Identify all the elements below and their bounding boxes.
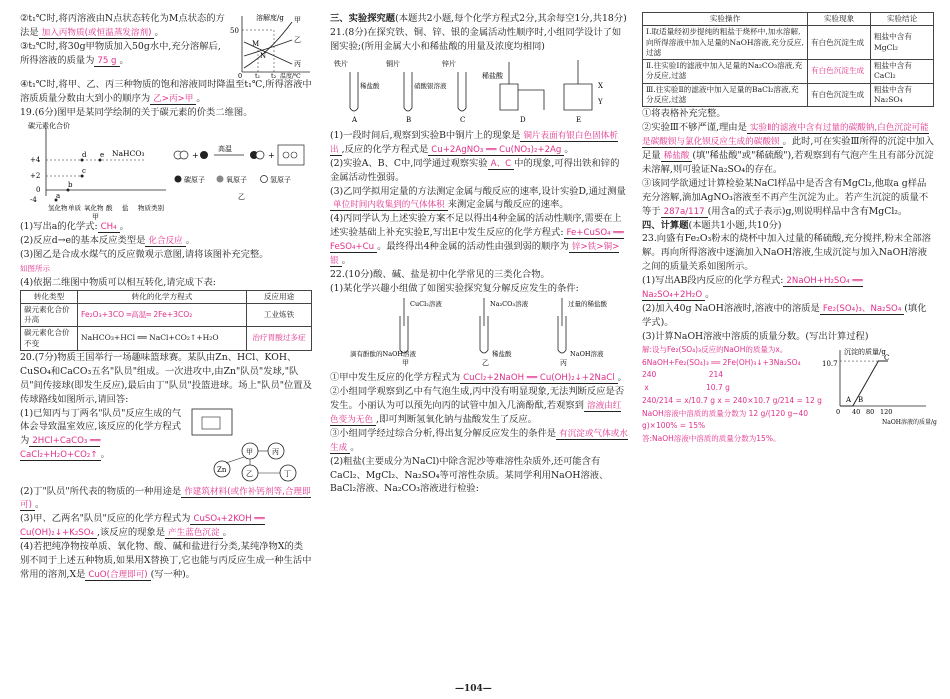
table19-cell: NaHCO₃+HCl ══ NaCl+CO₂↑+H₂O [78,327,247,351]
q22-2: (2)粗盐(主要成分为NaCl)中除含泥沙等难溶性杂质外,还可能含有CaCl₂、MgCl₂、Na₂SO₄等可溶性杂质。某同学利用NaOH溶液、BaCl₂溶液、Na₂CO₃溶液进行检验: [330,455,609,495]
q19: 19.(6分)图甲是某同学绘制的关于碳元素的价类二维图。 [20,106,253,118]
q21-1b-answer: Cu+2AgNO₃ ══ Cu(NO₃)₂+2Ag [428,145,564,156]
table19-head-1: 转化的化学方程式 [78,290,247,303]
q23-1-answer: 2NaOH+H₂SO₄ ══ Na₂SO₄+2H₂O [642,276,863,301]
fig22-cap-yi: 乙 [482,359,489,367]
chart23-x0: 0 [836,407,841,416]
fig19-n4: -4 [30,195,37,204]
table19-cell: 治疗胃酸过多症 [247,327,312,351]
q21-2: (2)实验A、B、C中,同学通过观察实验 A、C 中的现象,可得出铁和锌的金属活动性强弱。 [330,157,620,183]
q23-2-answer: Fe₂(SO₄)₃、Na₂SO₄ [820,304,904,315]
fig19-ylabel: 碳元素化合价 [28,121,70,130]
table22-cell: Ⅲ.往实验Ⅱ的滤液中加入足量的BaCl₂溶液,充分反应,过滤 [643,83,808,107]
chart1-M: M [252,40,260,48]
fig21-label-hcl-a: 稀盐酸 [360,81,380,90]
q19-4: (4)依据二维图中物质可以相互转化,请完成下表: [20,276,216,288]
q19-3-answer: 如图所示 [20,263,50,273]
fig19-caption-jia: 甲 [92,212,99,221]
q18-2: ②t₁℃时,将丙溶液由N点状态转化为M点状态的方法是 加入丙物质(或恒温蒸发溶剂) 。 [20,13,225,38]
fig22-label-na2co3: Na₂CO₃溶液 [490,300,529,308]
section-3-title: 三、实验探究题(本题共2小题,每个化学方程式2分,其余每空1分,共18分) [330,13,627,24]
q21-4b-answer: 锌>铁>铜>银 [330,242,620,267]
table22-head-2: 实验结论 [871,13,934,26]
fig22-label-hcl: 过量的稀盐酸 [568,300,607,308]
team-zn: Zn [217,465,227,474]
fig21-label-copper: 铜片 [386,59,400,68]
q22-2b2-answer: 稀盐酸 [661,151,693,162]
chart1-y50: 50 [230,27,239,35]
table19-cell: 工业炼铁 [247,303,312,327]
q22-2c: ③该同学欲通过计算检验某NaCl样品中是否含有MgCl₂,他取a g样品充分溶解,滴加AgNO₃溶液至不再产生沉淀为止。若产生沉淀的质量不等于 287a/117 (用含a的式子表示)g,则说明样品中含有MgCl₂。 [642,177,929,217]
solution-line: 6NaOH+Fe₂(SO₄)₃ ══ 2Fe(OH)₃↓+3Na₂SO₄ [642,357,801,367]
point-c: c [82,166,86,175]
chart1-label-bing: 丙 [294,60,301,68]
point-b: b [68,180,73,189]
table22 [642,12,934,107]
table22-cell: 有白色沉淀生成 [808,26,871,60]
fig21-apparatus [330,54,626,124]
fig21-cap-a: A [352,115,358,124]
column-middle [330,12,628,496]
q21-4: (4)丙同学认为上述实验方案不足以得出4种金属的活动性顺序,需要在上述实验基础上补充实验E,写出E中发生反应的化学方程式: Fe+CuSO₄ ══ FeSO₄+Cu 。最终得出4种金属的活动性由强到弱的顺序为 锌>铁>铜>银 。 [330,213,624,267]
table22-head-1: 实验现象 [808,13,871,26]
q22-1c: ③小组同学经过综合分析,得出复分解反应发生的条件是 有沉淀或气体或水生成 。 [330,427,628,453]
point-a: a [56,191,61,200]
solution-line: x 10.7 g [642,383,730,393]
solution-line: 答:NaOH溶液中溶质的质量分数为15%。 [642,434,781,444]
fig22-bottom-0: 滴有酚酞的NaOH溶液 [350,350,417,358]
chart23-x40: 40 [852,407,861,416]
column-right [642,12,937,446]
chart1-N: N [260,52,267,60]
fig21-cap-e: E [576,115,582,124]
fig19-cat-1: 单质 [68,203,81,212]
q22-1a-answer: CuCl₂+2NaOH ══ Cu(OH)₂↓+2NaCl [460,373,617,384]
chart1-xlabel: 温度/℃ [280,73,301,80]
q21-3: (3)乙同学拟用定量的方法测定金属与酸反应的速率,设计实验D,通过测量单位时间内收集到的气体体积 来测定金属与酸反应的速率。 [330,185,626,211]
table19-head-2: 反应用途 [247,290,312,303]
page-number: —104— [455,684,492,694]
solution-line: NaOH溶液中溶质的质量分数为 12 g/(120 g−40 g)×100% = 15% [642,408,809,431]
q21-1: (1)一段时间后,观察到实验B中铜片上的现象是 铜片表面有银白色固体析出 ,反应的化学方程式是 Cu+2AgNO₃ ══ Cu(NO₃)₂+2Ag 。 [330,129,618,155]
legend-carbon: 碳原子 [184,175,205,184]
fig19-cat-4: 盐 [122,203,129,212]
fig21-label-agno3: 硝酸银溶液 [414,81,447,90]
fig19-p2: +2 [30,171,41,180]
chart1-ylabel: 溶解度/g [256,14,284,22]
chart1-zero: 0 [238,72,243,80]
fig22-tubes [330,296,626,366]
precipitate-chart [822,344,937,430]
table-row [21,327,312,351]
fig21-label-iron: 铁片 [334,59,348,68]
chart23-ytick: 10.7 [822,359,838,368]
fig22-bottom-2: NaOH溶液 [570,350,604,358]
fig22-label-cucl2: CuCl₂溶液 [410,300,442,308]
fig19-cat-2: 氧化物 [84,203,104,212]
fig19-cat-0: 氢化物 [48,203,68,212]
fig22-cap-bing: 丙 [560,359,567,367]
q18-3-answer: 75 g [94,56,119,67]
chart23-x80: 80 [866,407,875,416]
solution-line: 240/214 = x/10.7 g x = 240×10.7 g/214 = 12 g [642,395,822,405]
q22-2c-answer: 287a/117 [661,207,708,218]
fig19-p4: +4 [30,155,41,164]
table19-head-0: 转化类型 [21,290,78,303]
q19-1-answer: CH₄ [98,222,120,233]
table-row [643,60,934,84]
q22-1b-answer: 溶液由红色变为无色 [330,400,622,425]
fig19-caption-yi: 乙 [238,192,245,201]
table22-cell: 粗盐中含有Na₂SO₄ [871,83,934,107]
fig19-condition: 高温 [218,144,232,153]
q20-3: (3)甲、乙两名"队员"反应的化学方程式为 CuSO₄+2KOH ══ Cu(OH)₂↓+K₂SO₄ ,该反应的现象是 产生蓝色沉淀 。 [20,513,265,539]
q22: 22.(10分)酸、碱、盐是初中化学常见的三类化合物。 [330,269,550,281]
q18-3: ③t₂℃时,将30g甲物质加入50g水中,充分溶解后,所得溶液的质量为 75 g 。 [20,40,221,66]
q19-2: (2)反应d→e的基本反应类型是 化合反应 。 [20,234,196,246]
q20-2-answer: 作建筑材料(或作补钙剂等,合理即可) [20,486,311,511]
table22-cell: 有白色沉淀生成 [808,60,871,84]
svg-text:+: + [268,150,275,160]
point-e: e [100,150,105,159]
table22-cell: Ⅰ.取适量经初步提纯的粗盐于烧杯中,加水溶解,向所得溶液中加入足量的NaOH溶液,充分反应,过滤 [643,26,808,60]
table19 [20,290,312,351]
table22-head-0: 实验操作 [643,13,808,26]
fig21-label-hcl-d: 稀盐酸 [482,71,503,80]
q22-2a: ①将表格补充完整。 [642,108,726,119]
fig19-zero: 0 [36,185,41,194]
fig19-cat-3: 酸 [106,203,113,212]
chart23-xlabel: NaOH溶液的质量/g [882,418,937,426]
table22-cell: Ⅱ.往实验Ⅰ的滤液中加入足量的Na₂CO₃溶液,充分反应,过滤 [643,60,808,84]
q20-4-answer: CuO(合理即可) [85,570,150,581]
solubility-chart [230,12,312,78]
q18-2-answer: 加入丙物质(或恒温蒸发溶剂) [39,28,155,39]
legend-oxygen: 氧原子 [226,175,247,184]
q19-2-answer: 化合反应 [145,236,185,247]
team-jia: 甲 [246,447,253,456]
column-left [20,12,312,582]
q21-2-answer: A、C [488,159,514,170]
solution-line: 解:设与Fe₂(SO₄)₃反应的NaOH的质量为x。 [642,344,788,354]
fig19-cat-5: 物质类别 [138,203,164,212]
fig21-label-zinc: 锌片 [442,59,456,68]
table22-cell: 有白色沉淀生成 [808,83,871,107]
fig21-cap-b: B [406,115,412,124]
chart1-label-yi: 乙 [294,36,301,44]
fig21-cap-c: C [460,115,466,124]
q20-4: (4)若把纯净物按单质、氧化物、酸、碱和盐进行分类,某纯净物X的类别不同于上述五种物质,如果用X替换丁,它也能与丙反应生成一种生活中常用的溶剂,X是 CuO(合理即可) (写一种)。 [20,541,312,581]
section-4-title: 四、计算题(本题共1小题,共10分) [642,219,782,231]
q23: 23.向盛有Fe₂O₃粉末的烧杯中加入过量的稀硫酸,充分搅拌,粉末全部溶解。再向所得溶液中逐滴加入NaOH溶液,生成沉淀与加入NaOH溶液之间的质量关系如图所示。 [642,233,931,273]
q20: 20.(7分)物质王国举行一场趣味篮球赛。某队由Zn、HCl、KOH、CuSO₄和CaCO₃五名"队员"组成。一次进攻中,由Zn"队员"发球,"队员"间传接球(即发生反应),最后由丁"队员"投篮进球。场上"队员"位置及传球路线如图所示,请回答: [20,351,312,405]
q20-3-answer: CuSO₄+2KOH ══ Cu(OH)₂↓+K₂SO₄ [20,514,265,539]
fig22-bottom-1: 稀盐酸 [492,350,512,358]
table-row [21,303,312,327]
chart23-B: B [858,395,864,404]
basketball-diagram [188,407,308,485]
q22-1: (1)某化学兴趣小组做了如图实验探究复分解反应发生的条件: [330,283,579,295]
fig19-nahco3: NaHCO₃ [112,148,145,158]
q20-1-answer: 2HCl+CaCO₃ ══ CaCl₂+H₂O+CO₂↑ [20,436,101,461]
table22-cell: 粗盐中含有MgCl₂ [871,26,934,60]
team-bing: 丙 [272,447,279,456]
chart23-A: A [846,395,852,404]
table-row [643,83,934,107]
table22-cell: 粗盐中含有CaCl₂ [871,60,934,84]
chart23-x120: 120 [880,407,893,416]
q19-1: (1)写出a的化学式: CH₄ 。 [20,220,129,232]
q23-3: (3)计算NaOH溶液中溶质的质量分数。(写出计算过程) [642,331,869,342]
q18-4-answer: 乙>丙>甲 [150,94,196,105]
carbon-valence-chart [20,120,170,220]
q22-2b: ②实验Ⅲ不够严谨,理由是 实验Ⅱ的滤液中含有过量的碳酸钠,白色沉淀可能是碳酸钡与氯化钡反应生成的碳酸钡 。此时,可在实验Ⅲ所得的沉淀中加入足量 稀盐酸 (填"稀盐酸"或"稀硫酸"),若观察到有气泡产生且有部分沉淀未溶解,则可验证Na₂SO₄的存在。 [642,121,934,175]
fig21-label-y: Y [598,97,603,106]
q22-1c-answer: 有沉淀或气体或水生成 [330,428,628,453]
q19-3: (3)图乙是合成水煤气的反应微观示意图,请将该图补充完整。 如图所示 [20,248,269,273]
fig21-label-x: X [598,81,603,90]
q20-2: (2)丁"队员"所代表的物质的一种用途是 作建筑材料(或作补钙剂等,合理即可) 。 [20,485,311,511]
solution-block [642,344,822,446]
q23-1: (1)写出AB段内反应的化学方程式: 2NaOH+H₂SO₄ ══ Na₂SO₄+2H₂O 。 [642,275,863,301]
fig21-cap-d: D [520,115,526,124]
table19-cell: 碳元素化合价不变 [21,327,78,351]
q20-3b-answer: 产生蓝色沉淀 [165,528,223,539]
q22-1b: ②小组同学观察到乙中有气泡生成,丙中没有明显现象,无法判断反应是否发生。小丽认为可以预先向丙的试管中加入几滴酚酞,若观察到 溶液由红色变为无色 ,即可判断氢氧化钠与盐酸发生了反应。 [330,385,625,425]
q18-4: ④t₁℃时,将甲、乙、丙三种物质的饱和溶液同时降温至t₁℃,所得溶液中溶质质量分数由大到小的顺序为 乙>丙>甲 。 [20,79,312,104]
q21-3-answer: 单位时间内收集到的气体体积 [330,200,448,211]
q22-1a: ①甲中发生反应的化学方程式为 CuCl₂+2NaOH ══ Cu(OH)₂↓+2NaCl 。 [330,371,627,383]
table19-cell: Fe₂O₃+3CO ═高温═ 2Fe+3CO₂ [78,303,247,327]
q22-2b-answer: 实验Ⅱ的滤液中含有过量的碳酸钠,白色沉淀可能是碳酸钡与氯化钡反应生成的碳酸钡 [642,122,929,147]
chart1-t2: t₂ [271,72,277,80]
q21: 21.(8分)在探究铁、铜、锌、银的金属活动性顺序时,小组同学设计了如图实验;(所用金属大小和稀盐酸的用量及浓度均相同) [330,26,622,52]
chart23-ylabel: 沉淀的质量/g [844,347,886,356]
q21-1-answer: 铜片表面有银白色固体析出 [330,130,618,155]
point-d: d [82,150,87,159]
chart1-t1: t₁ [255,72,261,80]
q21-4-answer: Fe+CuSO₄ ══ FeSO₄+Cu [330,228,624,253]
table19-cell: 碳元素化合价升高 [21,303,78,327]
q20-1: (1)已知丙与丁两名"队员"反应生成的气体会导致温室效应,该反应的化学方程式为 2HCl+CaCO₃ ══ CaCl₂+H₂O+CO₂↑ 。 [20,407,182,461]
legend-hydrogen: 氢原子 [270,175,291,184]
svg-text:+: + [192,150,199,160]
fig22-cap-jia: 甲 [402,359,409,367]
solution-line: 240 214 [642,370,724,380]
chart23-C: C [884,353,890,362]
q23-2: (2)加入40g NaOH溶液时,溶液中的溶质是 Fe₂(SO₄)₃、Na₂SO₄ (填化学式)。 [642,303,927,329]
chart1-label-jia: 甲 [294,16,301,24]
micro-reaction-diagram [170,135,308,205]
table-row [643,26,934,60]
team-yi: 乙 [246,469,253,478]
team-ding: 丁 [284,469,291,478]
fig19 [20,120,312,220]
